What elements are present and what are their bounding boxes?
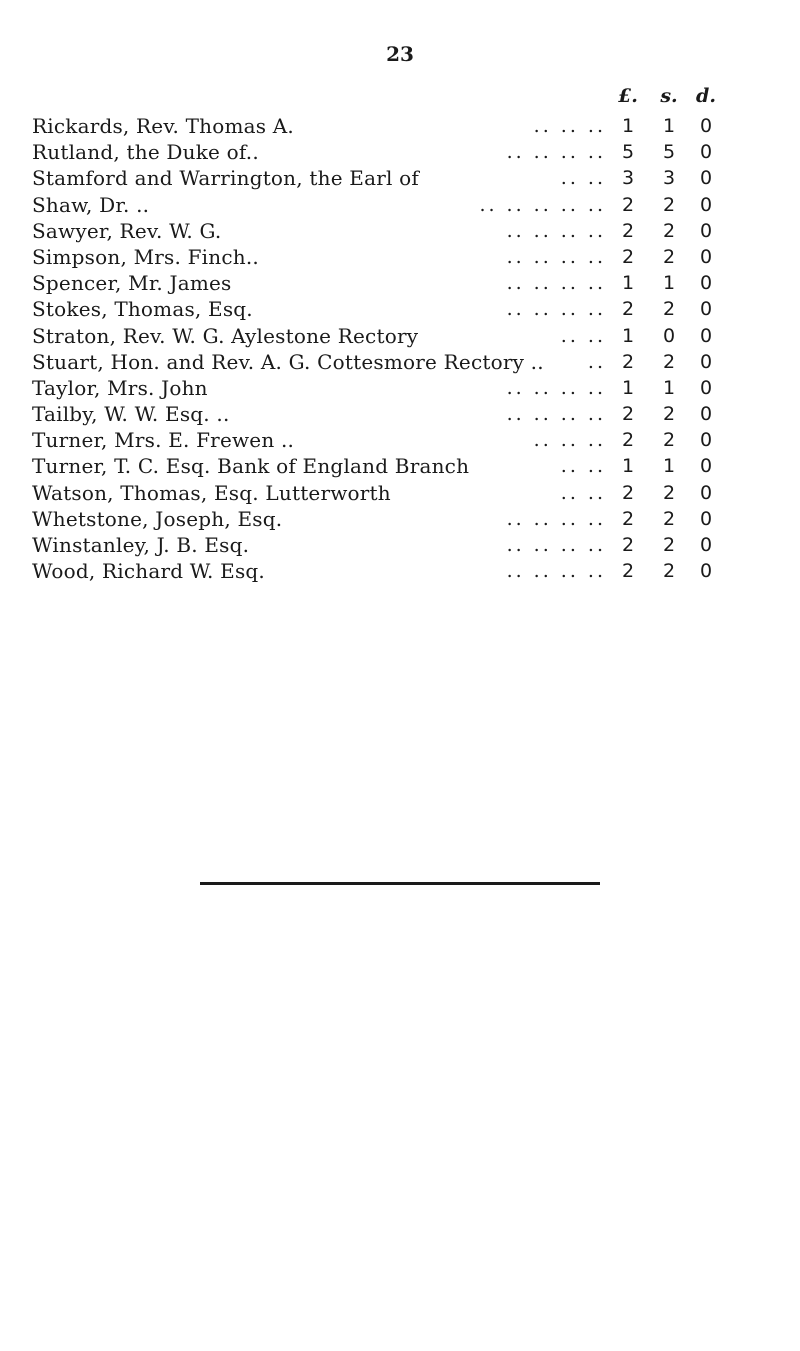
pence-amount: 0	[699, 507, 713, 530]
pence-amount: 0	[699, 481, 713, 504]
pounds-amount: 2	[621, 481, 635, 504]
pence-amount: 0	[699, 534, 713, 556]
shillings-amount: 2	[662, 298, 676, 321]
subscriber-name: Turner, Mrs. E. Frewen ..	[32, 428, 295, 453]
shillings-amount: 1	[662, 376, 676, 399]
shillings-amount: 2	[662, 481, 676, 504]
shillings-amount: 2	[662, 245, 676, 268]
shillings-amount: 1	[662, 272, 676, 295]
pence-amount: 0	[699, 350, 713, 373]
list-item	[32, 480, 792, 506]
list-item	[32, 139, 792, 165]
shillings-amount: 2	[662, 560, 676, 583]
dot-leader: .. .. .. ..	[506, 507, 606, 530]
subscriber-name: Taylor, Mrs. John	[32, 375, 208, 400]
dot-leader: .. .. ..	[533, 115, 606, 137]
pounds-amount: 2	[621, 560, 635, 583]
list-item	[32, 165, 792, 191]
pounds-amount: 1	[621, 272, 635, 295]
list-item	[32, 453, 792, 479]
pounds-amount: 3	[621, 167, 635, 190]
pence-amount: 0	[699, 115, 713, 137]
pounds-amount: 5	[621, 141, 635, 164]
list-item	[32, 349, 792, 375]
pence-amount: 0	[699, 167, 713, 190]
pounds-amount: 2	[621, 298, 635, 321]
shillings-amount: 1	[662, 115, 676, 137]
subscriber-name: Sawyer, Rev. W. G.	[32, 218, 222, 243]
pounds-amount: 2	[621, 403, 635, 426]
list-item	[32, 218, 792, 244]
list-item	[32, 244, 792, 270]
dot-leader: .. .. .. ..	[506, 376, 606, 399]
subscriber-name: Rickards, Rev. Thomas A.	[32, 114, 294, 138]
dot-leader: .. .. ..	[533, 429, 606, 452]
subscriber-list	[32, 113, 792, 584]
subscriber-name: Stokes, Thomas, Esq.	[32, 297, 253, 322]
dot-leader: .. .. .. ..	[506, 272, 606, 295]
shillings-amount: 0	[662, 324, 676, 347]
list-item	[32, 296, 792, 322]
dot-leader: .. .. .. .. ..	[479, 193, 606, 216]
dot-leader: .. .. .. ..	[506, 560, 606, 583]
list-item	[32, 427, 792, 453]
list-item	[32, 323, 792, 349]
subscriber-name: Spencer, Mr. James	[32, 271, 232, 296]
pence-amount: 0	[699, 272, 713, 295]
dot-leader: .. .. .. ..	[506, 403, 606, 426]
pence-amount: 0	[699, 560, 713, 583]
shillings-amount: 2	[662, 403, 676, 426]
shillings-amount: 2	[662, 193, 676, 216]
shillings-header: s.	[660, 85, 678, 107]
subscriber-name: Tailby, W. W. Esq. ..	[32, 402, 230, 427]
subscriber-name: Watson, Thomas, Esq. Lutterworth	[32, 480, 391, 505]
dot-leader: .. .. .. ..	[506, 141, 606, 164]
pounds-amount: 2	[621, 350, 635, 373]
list-item	[32, 532, 792, 558]
pence-amount: 0	[699, 298, 713, 321]
list-item	[32, 113, 792, 139]
shillings-amount: 2	[662, 534, 676, 556]
subscriber-name: Straton, Rev. W. G. Aylestone Rectory	[32, 323, 419, 348]
pounds-amount: 1	[621, 115, 635, 137]
pounds-amount: 2	[621, 429, 635, 452]
subscriber-name: Stuart, Hon. and Rev. A. G. Cottesmore Rectory ..	[32, 349, 544, 374]
dot-leader: .. ..	[560, 481, 606, 504]
list-item	[32, 270, 792, 296]
list-item	[32, 192, 792, 218]
page-number: 23	[386, 42, 414, 66]
pence-amount: 0	[699, 219, 713, 242]
pounds-amount: 2	[621, 507, 635, 530]
pounds-header: £.	[618, 85, 638, 107]
pence-amount: 0	[699, 141, 713, 164]
dot-leader: .. ..	[560, 167, 606, 190]
pounds-amount: 1	[621, 455, 635, 478]
shillings-amount: 5	[662, 141, 676, 164]
pence-amount: 0	[699, 324, 713, 347]
shillings-amount: 2	[662, 219, 676, 242]
pence-header: d.	[696, 85, 716, 107]
shillings-amount: 2	[662, 507, 676, 530]
subscriber-name: Simpson, Mrs. Finch..	[32, 244, 259, 269]
dot-leader: .. .. .. ..	[506, 219, 606, 242]
pence-amount: 0	[699, 455, 713, 478]
pounds-amount: 2	[621, 534, 635, 556]
pounds-amount: 1	[621, 376, 635, 399]
shillings-amount: 3	[662, 167, 676, 190]
pence-amount: 0	[699, 245, 713, 268]
subscriber-name: Rutland, the Duke of..	[32, 140, 259, 165]
subscriber-name: Winstanley, J. B. Esq.	[32, 533, 250, 557]
dot-leader: .. .. .. ..	[506, 298, 606, 321]
list-item	[32, 401, 792, 427]
list-item	[32, 375, 792, 401]
subscriber-name: Wood, Richard W. Esq.	[32, 559, 265, 584]
pounds-amount: 1	[621, 324, 635, 347]
dot-leader: .. .. .. ..	[506, 245, 606, 268]
shillings-amount: 2	[662, 350, 676, 373]
shillings-amount: 1	[662, 455, 676, 478]
pence-amount: 0	[699, 429, 713, 452]
pence-amount: 0	[699, 403, 713, 426]
pence-amount: 0	[699, 376, 713, 399]
dot-leader: .. .. .. ..	[506, 534, 606, 556]
currency-header	[0, 85, 800, 111]
subscriber-name: Shaw, Dr. ..	[32, 192, 150, 217]
pounds-amount: 2	[621, 193, 635, 216]
subscriber-name: Whetstone, Joseph, Esq.	[32, 506, 283, 531]
subscriber-name: Turner, T. C. Esq. Bank of England Branch	[32, 454, 470, 479]
dot-leader: .. ..	[560, 455, 606, 478]
list-item	[32, 506, 792, 532]
bottom-rule	[200, 882, 600, 885]
pence-amount: 0	[699, 193, 713, 216]
list-item	[32, 558, 792, 584]
dot-leader: .. ..	[560, 324, 606, 347]
subscriber-name: Stamford and Warrington, the Earl of	[32, 166, 419, 191]
shillings-amount: 2	[662, 429, 676, 452]
pounds-amount: 2	[621, 219, 635, 242]
dot-leader: ..	[587, 350, 606, 373]
pounds-amount: 2	[621, 245, 635, 268]
